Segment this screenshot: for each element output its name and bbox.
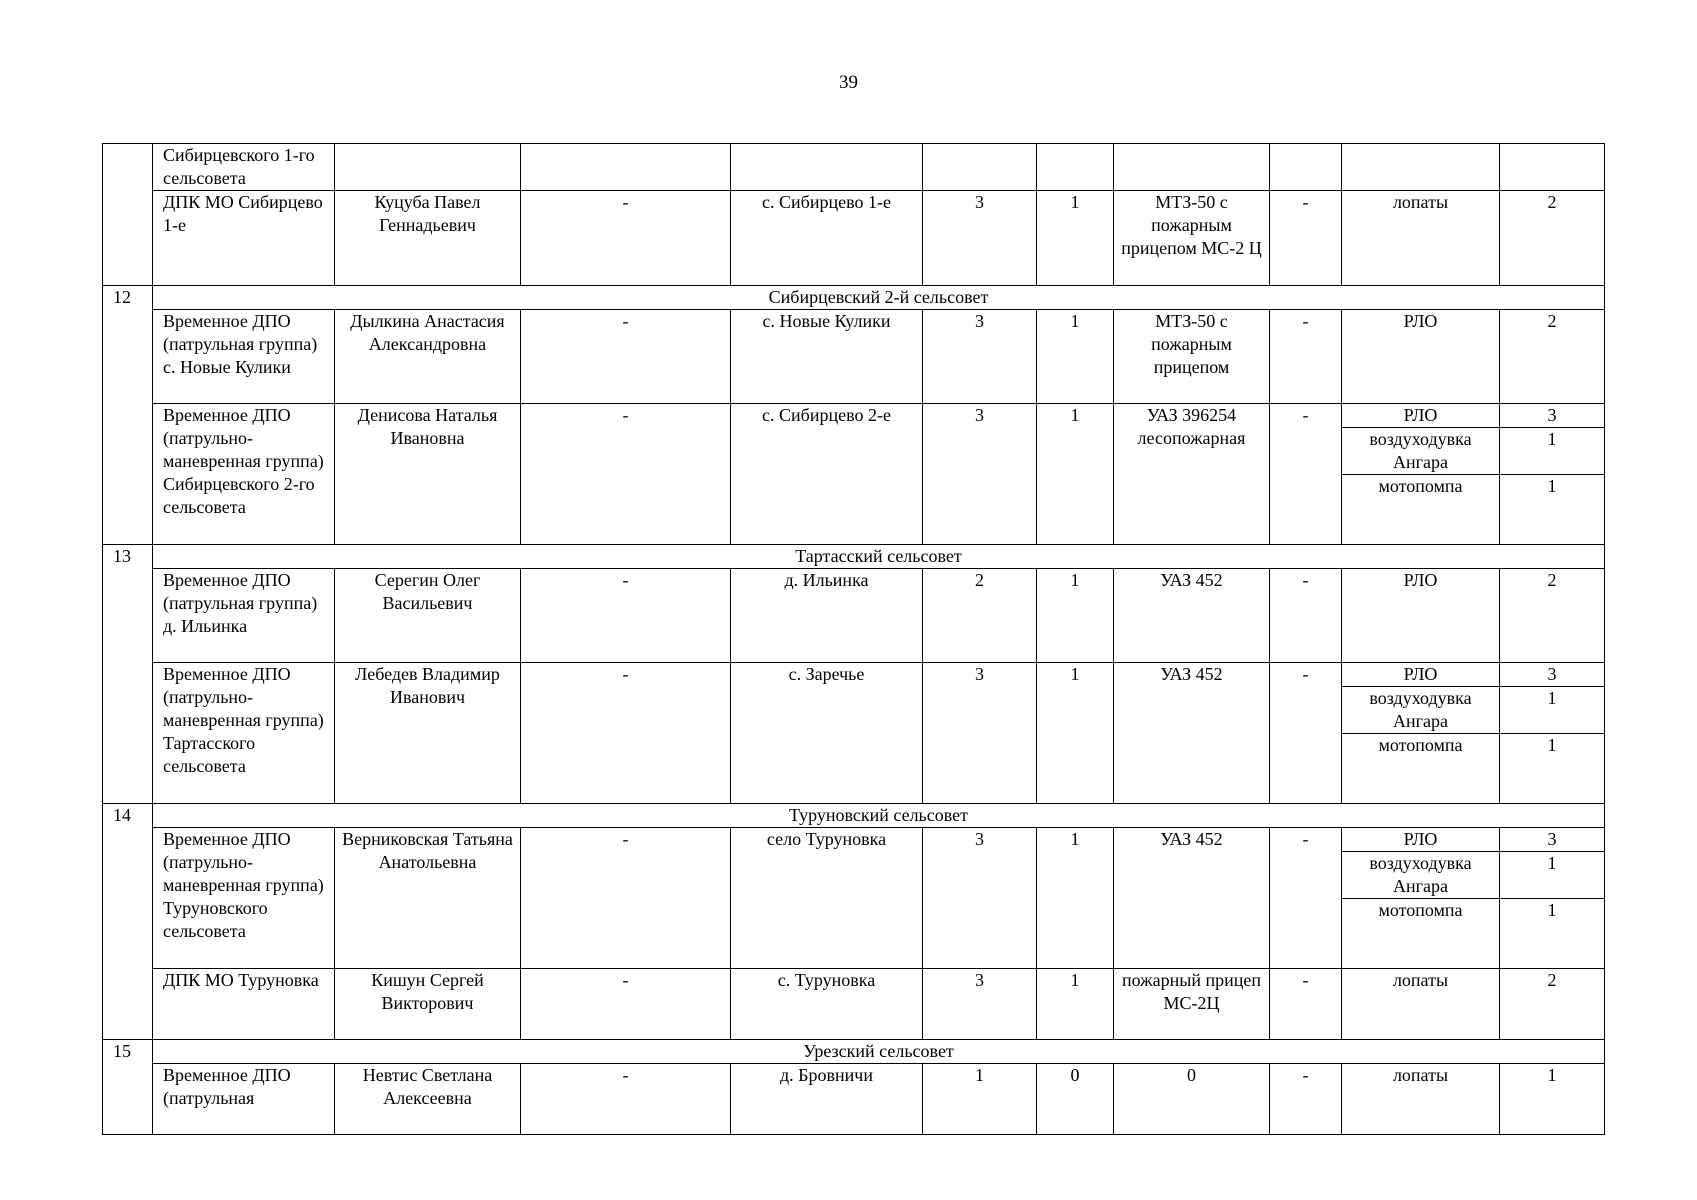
- cell-empty: [1114, 144, 1270, 191]
- cell-head-name: Верниковская Татьяна Анатольевна: [335, 828, 521, 969]
- cell-council-name: Сибирцевский 2-й сельсовет: [153, 286, 1605, 310]
- cell-head-name: Дылкина Анастасия Александровна: [335, 310, 521, 404]
- cell-equipment-qty: 3: [1500, 404, 1605, 428]
- cell-vehicle: УАЗ 452: [1114, 569, 1270, 663]
- cell-vehicle: УАЗ 396254 лесопожарная: [1114, 404, 1270, 545]
- cell-equipment-qty: 3: [1500, 663, 1605, 687]
- cell-head-name: Денисова Наталья Ивановна: [335, 404, 521, 545]
- cell-council-name: Урезский сельсовет: [153, 1040, 1605, 1064]
- cell-council-name: Тартасский сельсовет: [153, 545, 1605, 569]
- cell-equipment: лопаты: [1342, 969, 1500, 1040]
- cell-equipment-qty: 2: [1500, 310, 1605, 404]
- cell-dash: -: [521, 969, 731, 1040]
- cell-equipment-qty: 1: [1500, 1064, 1605, 1135]
- cell-equipment: РЛО: [1342, 569, 1500, 663]
- cell-council-name: Туруновский сельсовет: [153, 804, 1605, 828]
- table-row: [103, 310, 1605, 404]
- cell-head-name: Невтис Светлана Алексеевна: [335, 1064, 521, 1135]
- cell-equipment: лопаты: [1342, 191, 1500, 286]
- table-row-continuation: [103, 144, 1605, 191]
- cell-people: 2: [923, 569, 1037, 663]
- cell-vehicle: 0: [1114, 1064, 1270, 1135]
- cell-unit-name: ДПК МО Туруновка: [153, 969, 335, 1040]
- cell-equipment-qty: 1: [1500, 428, 1605, 475]
- cell-units-count: 1: [1037, 828, 1114, 969]
- cell-equipment-qty: 1: [1500, 687, 1605, 734]
- section-header-row: [103, 1040, 1605, 1064]
- section-header-row: [103, 804, 1605, 828]
- cell-equipment: РЛО: [1342, 828, 1500, 852]
- cell-units-count: 1: [1037, 569, 1114, 663]
- cell-equipment-qty: 3: [1500, 828, 1605, 852]
- cell-units-count: 1: [1037, 310, 1114, 404]
- cell-empty: [521, 144, 731, 191]
- cell-number: [103, 144, 153, 286]
- section-header-row: [103, 286, 1605, 310]
- cell-vehicle: пожарный прицеп МС-2Ц: [1114, 969, 1270, 1040]
- cell-unit-name: Временное ДПО (патрульно-маневренная группа) Сибирцевского 2-го сельсовета: [153, 404, 335, 545]
- table-row: [103, 828, 1605, 852]
- cell-head-name: Кишун Сергей Викторович: [335, 969, 521, 1040]
- cell-equipment-qty: 2: [1500, 969, 1605, 1040]
- cell-people: 3: [923, 828, 1037, 969]
- cell-dash: -: [1270, 191, 1342, 286]
- cell-equipment: воздуходувка Ангара: [1342, 687, 1500, 734]
- cell-dash: -: [1270, 404, 1342, 545]
- cell-number: 14: [103, 804, 153, 1040]
- table-row: [103, 191, 1605, 286]
- cell-equipment-qty: 2: [1500, 569, 1605, 663]
- cell-unit-name: Сибирцевского 1-го сельсовета: [153, 144, 335, 191]
- cell-units-count: 1: [1037, 663, 1114, 804]
- cell-equipment: РЛО: [1342, 404, 1500, 428]
- cell-dash: -: [1270, 310, 1342, 404]
- table-row: [103, 1064, 1605, 1135]
- cell-equipment: РЛО: [1342, 310, 1500, 404]
- cell-number: 12: [103, 286, 153, 545]
- cell-equipment-qty: 1: [1500, 899, 1605, 969]
- fire-brigades-table: [102, 143, 1605, 1135]
- cell-equipment: мотопомпа: [1342, 899, 1500, 969]
- table-row: [103, 969, 1605, 1040]
- cell-number: 13: [103, 545, 153, 804]
- cell-dash: -: [1270, 969, 1342, 1040]
- cell-dash: -: [521, 569, 731, 663]
- cell-dash: -: [521, 191, 731, 286]
- cell-equipment-qty: 1: [1500, 852, 1605, 899]
- cell-empty: [731, 144, 923, 191]
- cell-equipment-qty: 1: [1500, 734, 1605, 804]
- cell-dash: -: [521, 1064, 731, 1135]
- page-number: 39: [839, 72, 858, 93]
- cell-location: с. Сибирцево 2-е: [731, 404, 923, 545]
- cell-empty: [1500, 144, 1605, 191]
- cell-location: с. Новые Кулики: [731, 310, 923, 404]
- cell-empty: [1342, 144, 1500, 191]
- section-header-row: [103, 545, 1605, 569]
- cell-dash: -: [1270, 569, 1342, 663]
- cell-equipment: РЛО: [1342, 663, 1500, 687]
- cell-people: 3: [923, 404, 1037, 545]
- cell-equipment-qty: 2: [1500, 191, 1605, 286]
- cell-empty: [335, 144, 521, 191]
- cell-location: село Туруновка: [731, 828, 923, 969]
- cell-empty: [923, 144, 1037, 191]
- cell-vehicle: УАЗ 452: [1114, 828, 1270, 969]
- cell-equipment: мотопомпа: [1342, 475, 1500, 545]
- cell-head-name: Лебедев Владимир Иванович: [335, 663, 521, 804]
- cell-units-count: 1: [1037, 191, 1114, 286]
- cell-location: с. Туруновка: [731, 969, 923, 1040]
- cell-location: д. Бровничи: [731, 1064, 923, 1135]
- cell-equipment: воздуходувка Ангара: [1342, 428, 1500, 475]
- cell-dash: -: [521, 663, 731, 804]
- table-row: [103, 404, 1605, 428]
- cell-unit-name: ДПК МО Сибирцево 1-е: [153, 191, 335, 286]
- cell-people: 3: [923, 191, 1037, 286]
- cell-unit-name: Временное ДПО (патрульная: [153, 1064, 335, 1135]
- cell-unit-name: Временное ДПО (патрульная группа) с. Новые Кулики: [153, 310, 335, 404]
- cell-units-count: 1: [1037, 969, 1114, 1040]
- cell-vehicle: УАЗ 452: [1114, 663, 1270, 804]
- cell-unit-name: Временное ДПО (патрульно-маневренная группа) Тартасского сельсовета: [153, 663, 335, 804]
- cell-location: с. Заречье: [731, 663, 923, 804]
- cell-dash: -: [1270, 1064, 1342, 1135]
- cell-people: 3: [923, 969, 1037, 1040]
- cell-location: д. Ильинка: [731, 569, 923, 663]
- cell-units-count: 0: [1037, 1064, 1114, 1135]
- table-row: [103, 569, 1605, 663]
- cell-units-count: 1: [1037, 404, 1114, 545]
- cell-people: 3: [923, 310, 1037, 404]
- cell-vehicle: МТЗ-50 с пожарным прицепом: [1114, 310, 1270, 404]
- cell-number: 15: [103, 1040, 153, 1135]
- cell-unit-name: Временное ДПО (патрульно-маневренная группа) Туруновского сельсовета: [153, 828, 335, 969]
- cell-empty: [1270, 144, 1342, 191]
- cell-equipment: воздуходувка Ангара: [1342, 852, 1500, 899]
- cell-unit-name: Временное ДПО (патрульная группа) д. Ильинка: [153, 569, 335, 663]
- cell-location: с. Сибирцево 1-е: [731, 191, 923, 286]
- cell-equipment: мотопомпа: [1342, 734, 1500, 804]
- cell-head-name: Куцуба Павел Геннадьевич: [335, 191, 521, 286]
- table-body: [103, 144, 1605, 1135]
- cell-people: 3: [923, 663, 1037, 804]
- cell-dash: -: [521, 828, 731, 969]
- cell-empty: [1037, 144, 1114, 191]
- cell-head-name: Серегин Олег Васильевич: [335, 569, 521, 663]
- cell-equipment: лопаты: [1342, 1064, 1500, 1135]
- cell-people: 1: [923, 1064, 1037, 1135]
- cell-dash: -: [1270, 663, 1342, 804]
- cell-dash: -: [521, 310, 731, 404]
- cell-equipment-qty: 1: [1500, 475, 1605, 545]
- cell-dash: -: [521, 404, 731, 545]
- table-row: [103, 663, 1605, 687]
- cell-vehicle: МТЗ-50 с пожарным прицепом МС-2 Ц: [1114, 191, 1270, 286]
- cell-dash: -: [1270, 828, 1342, 969]
